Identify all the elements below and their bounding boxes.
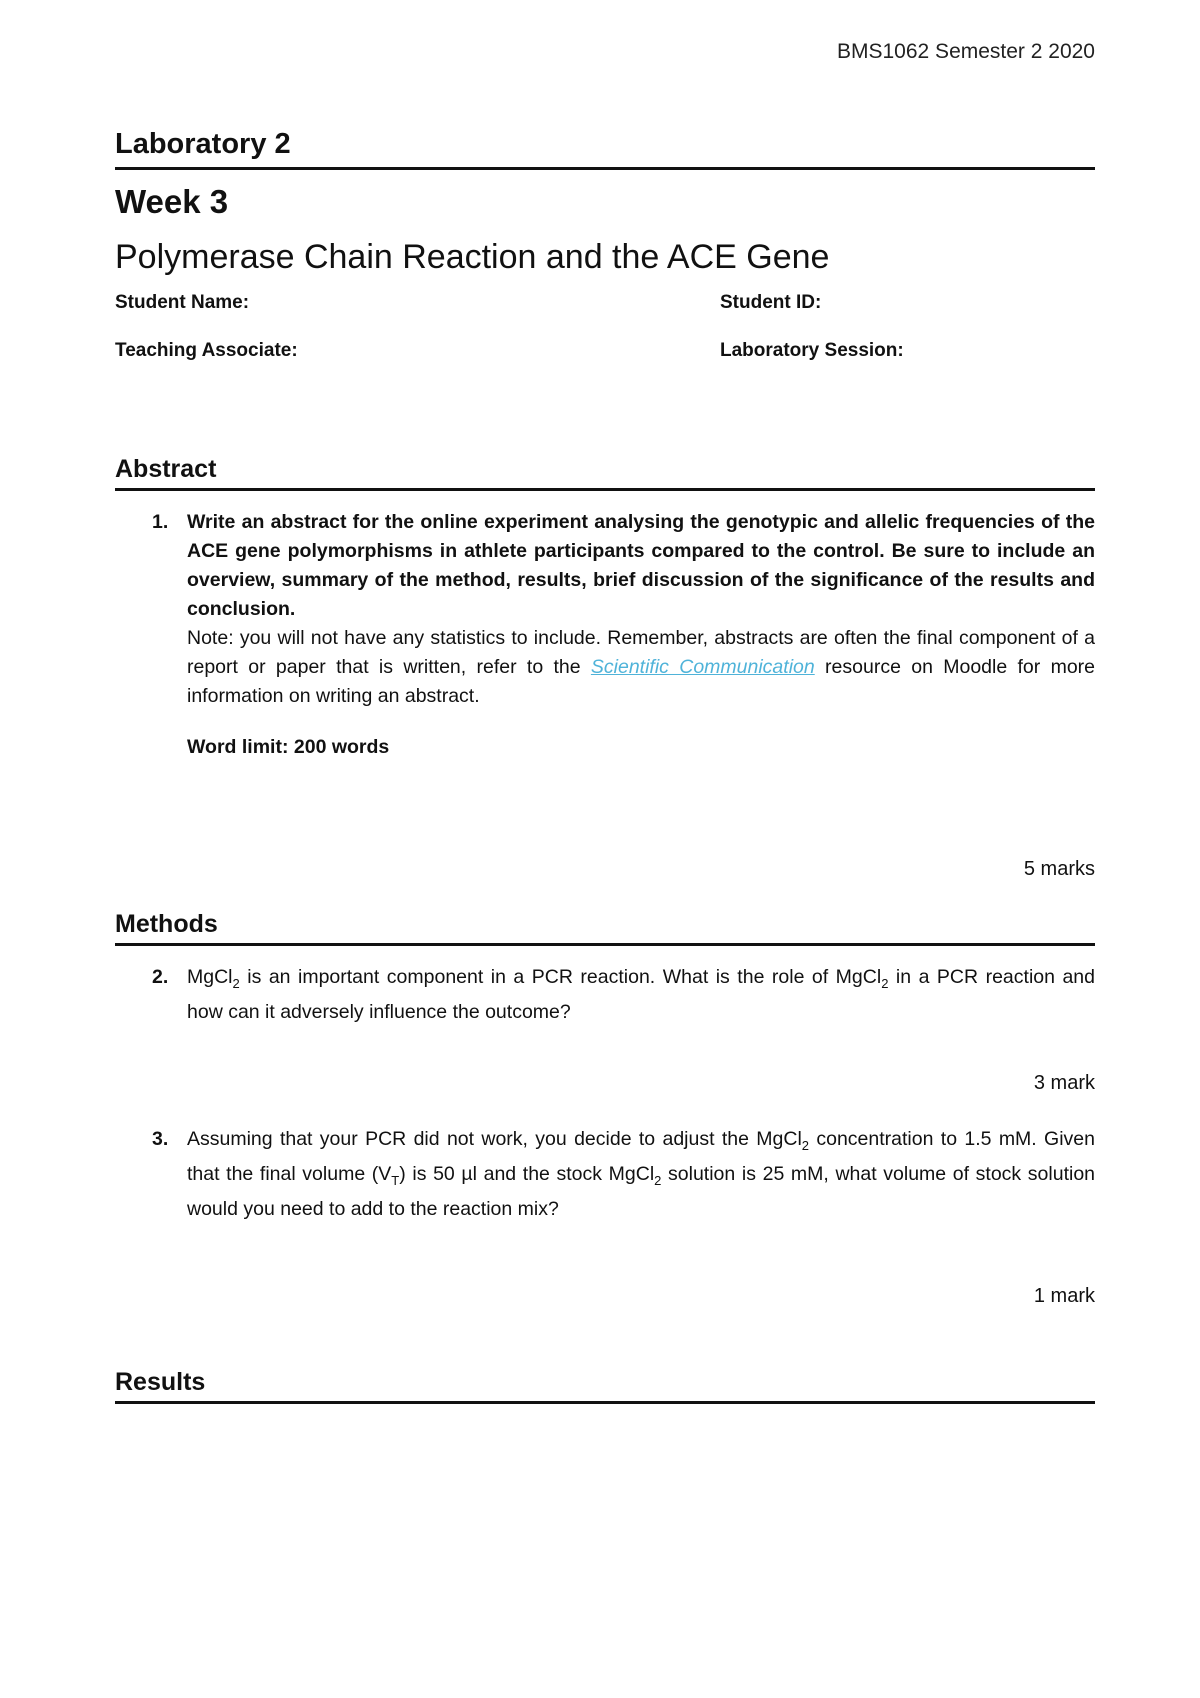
section-heading-abstract: Abstract [115, 455, 1095, 491]
lab-title: Laboratory 2 [115, 128, 1095, 170]
student-name-label: Student Name: [115, 292, 250, 313]
question-prompt: MgCl$_2$ is an important component in a PCR reaction. What is the role of MgCl$_2$ in a PCR reaction and how can it adversely influence the outcome? [187, 966, 1095, 1023]
scientific-communication-link[interactable]: Scientific Communication [590, 656, 815, 678]
student-id-label: Student ID: [720, 292, 822, 313]
question-number: 1. [152, 511, 169, 533]
marks-q1: 5 marks [1023, 858, 1095, 880]
question-note: Note: you will not have any statistics to include. Remember, abstracts are often the final component of a report or paper that is written, refer to the Scientific Communication resource on Moodle for more information on writing an abstract. [187, 627, 1095, 707]
running-header: BMS1062 Semester 2 2020 [837, 40, 1095, 63]
marks-q3: 1 mark [1033, 1285, 1095, 1307]
marks-q2: 3 mark [1033, 1072, 1095, 1094]
question-2 [115, 963, 1095, 1027]
question-number: 2. [152, 966, 169, 988]
question-prompt: Assuming that your PCR did not work, you decide to adjust the MgCl$_2$ concentration to 1.5 mM. Given that the final volume $(V_T)$ is 50 µl and the stock MgCl$_2$ solution is 25 mM, what volume of stock solution would you need to add to the reaction mix? [187, 1128, 1096, 1220]
question-number: 3. [152, 1128, 169, 1150]
section-heading-results: Results [115, 1368, 1095, 1404]
word-limit: Word limit: 200 words [187, 736, 390, 758]
question-1 [115, 508, 1095, 762]
document-title: Polymerase Chain Reaction and the ACE Gene [115, 238, 830, 276]
week-title: Week 3 [115, 183, 229, 220]
section-heading-methods: Methods [115, 910, 1095, 946]
question-3 [115, 1125, 1095, 1224]
question-prompt: Write an abstract for the online experiment analysing the genotypic and allelic frequencies of the ACE gene polymorphisms in athlete participants compared to the control. Be sure to include an overview, summary of the method, results, brief discussion of the significance of the results and conclusion. [187, 511, 1095, 620]
teaching-associate-label: Teaching Associate: [115, 340, 298, 361]
lab-session-label: Laboratory Session: [720, 340, 904, 361]
